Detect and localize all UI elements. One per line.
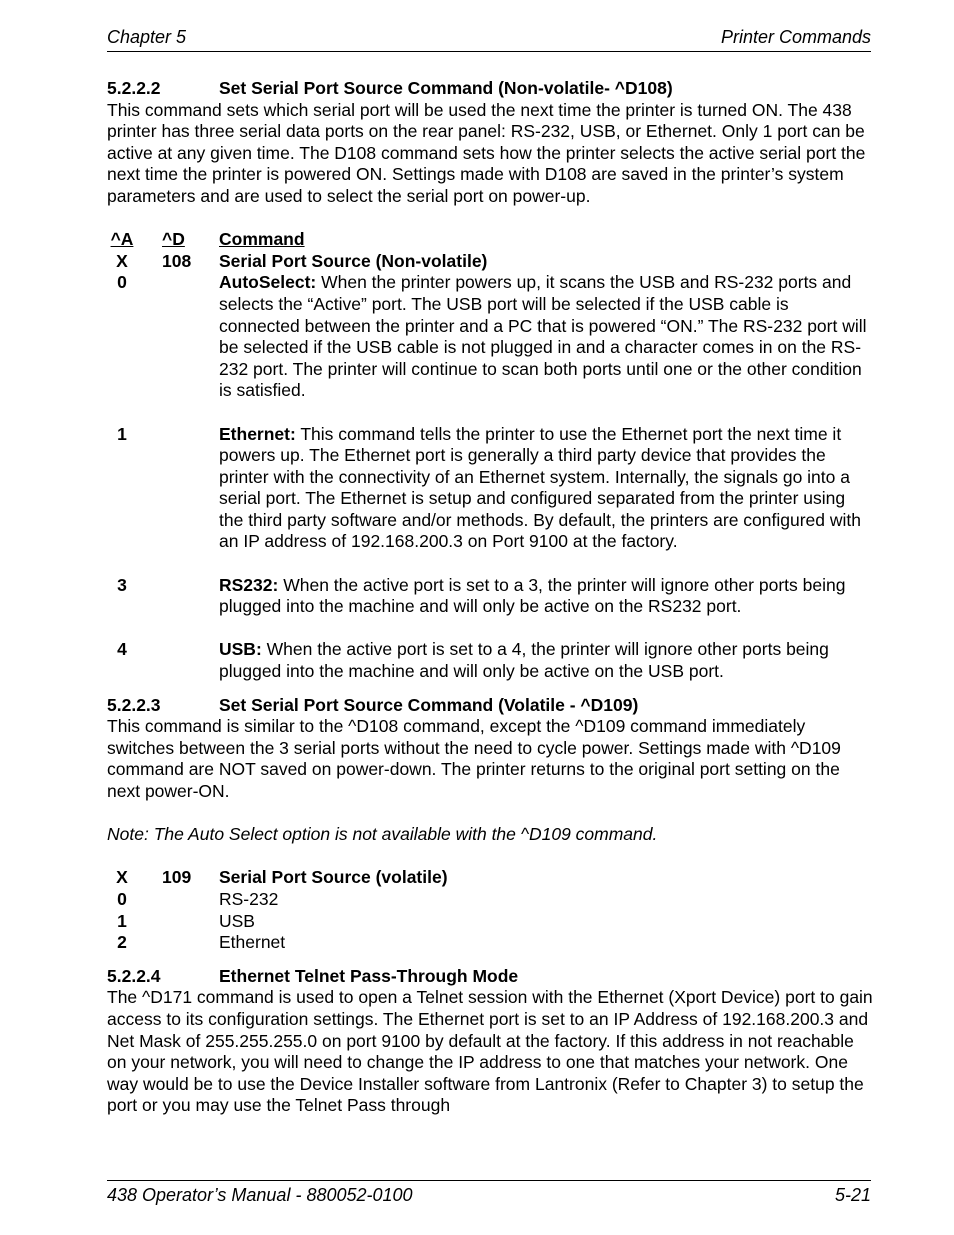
section-heading — [107, 966, 873, 988]
option-row — [107, 889, 873, 911]
section-paragraph: The ^D171 command is used to open a Telnet session with the Ethernet (Xport Device) port to gain access to its configuration settings. The Ethernet port is set to an IP Address of 192.168.200.3 and Net Mask of 255.255.255.0 on port 9100 by default at the factory. If this address in not reachable on your network, you will need to change the IP address to one that matches your network. One way would be to use the Device Installer software from Lantronix (Refer to Chapter 3) to setup the port or you may use the Telnet Pass through — [107, 987, 873, 1116]
table-header-row — [107, 229, 873, 251]
section-title: Set Serial Port Source Command (Volatile - ^D109) — [219, 694, 639, 715]
option-row — [107, 911, 873, 933]
option-label: RS232: — [219, 574, 279, 595]
command-row — [107, 867, 873, 889]
command-a: X — [116, 250, 128, 271]
section-paragraph: This command is similar to the ^D108 command, except the ^D109 command immediately switches between the 3 serial ports without the need to cycle power. Settings made with ^D109 command are NOT saved on power-down. The printer returns to the original port setting on the next power-ON. — [107, 716, 841, 801]
section-number: 5.2.2.2 — [107, 78, 161, 98]
option-label: AutoSelect: — [219, 272, 317, 293]
note-text: Note: The Auto Select option is not available with the ^D109 command. — [107, 824, 658, 845]
option-value: 4 — [117, 639, 127, 660]
option-description: When the active port is set to a 3, the printer will ignore other ports being plugged into the machine and will only be active on the RS232 port. — [219, 574, 846, 617]
section-title: Ethernet Telnet Pass-Through Mode — [219, 965, 519, 986]
option-value: 0 — [117, 272, 127, 293]
option-row — [107, 639, 873, 682]
option-description: USB — [219, 910, 255, 931]
col-d-header: ^D — [162, 229, 185, 250]
option-value: 2 — [117, 932, 127, 953]
option-description: When the active port is set to a 4, the printer will ignore other ports being plugged into the machine and will only be active on the USB port. — [219, 639, 829, 682]
section-number: 5.2.2.3 — [107, 694, 161, 715]
option-row — [107, 272, 873, 402]
command-row — [107, 251, 873, 273]
col-a-header: ^A — [110, 229, 134, 250]
option-value: 1 — [117, 910, 127, 931]
option-value: 0 — [117, 888, 127, 909]
option-value: 3 — [117, 574, 127, 595]
command-name: Serial Port Source (volatile) — [219, 867, 448, 888]
section-number: 5.2.2.4 — [107, 965, 161, 986]
option-row — [107, 575, 873, 618]
page-footer — [107, 1180, 871, 1211]
option-label: Ethernet: — [219, 423, 296, 444]
manual-title: 438 Operator’s Manual - 880052-0100 — [107, 1185, 413, 1205]
chapter-label: Chapter 5 — [107, 27, 187, 47]
command-d: 108 — [162, 250, 192, 271]
command-a: X — [116, 867, 128, 888]
page-number: 5-21 — [834, 1185, 871, 1205]
option-row — [107, 424, 873, 554]
option-row — [107, 932, 873, 954]
section-title: Set Serial Port Source Command (Non-volatile- ^D108) — [219, 78, 673, 98]
option-value: 1 — [117, 423, 127, 444]
page-content — [107, 78, 873, 1117]
section-heading — [107, 695, 873, 717]
section-paragraph: This command sets which serial port will be used the next time the printer is turned ON. The 438 printer has three serial data ports on the rear panel: RS-232, USB, or Ethernet. Only 1 port can be active at any given time. The D108 command sets how the printer selects the active serial port the next time the printer is powered ON. Settings made with D108 are saved in the printer’s system parameters and are used to select the serial port on power-up. — [107, 99, 866, 206]
command-name: Serial Port Source (Non-volatile) — [219, 250, 488, 271]
option-description: RS-232 — [219, 888, 279, 909]
section-heading — [107, 78, 873, 100]
command-d: 109 — [162, 867, 192, 888]
option-description: When the printer powers up, it scans the USB and RS-232 ports and selects the “Active” port. The USB port will be selected if the USB cable is connected between the printer and a PC that is powered “ON.” The RS-232 port will be selected if the USB cable is not plugged in and a character comes in on the RS-232 port. The printer will continue to scan both ports until one or the other condition is satisfied. — [219, 272, 867, 401]
option-description: Ethernet — [219, 932, 286, 953]
option-description: This command tells the printer to use the Ethernet port the next time it powers up. The Ethernet port is generally a third party device that provides the printer with the connectivity of an Ethernet system. Internally, the signals go into a serial port. The Ethernet is setup and configured separated from the printer using the third party software and/or methods. By default, the printers are configured with an IP address of 192.168.200.3 on Port 9100 at the factory. — [219, 423, 862, 552]
page-header — [107, 27, 871, 52]
col-command-header: Command — [219, 229, 305, 250]
section-label: Printer Commands — [720, 27, 871, 47]
option-label: USB: — [219, 639, 262, 660]
